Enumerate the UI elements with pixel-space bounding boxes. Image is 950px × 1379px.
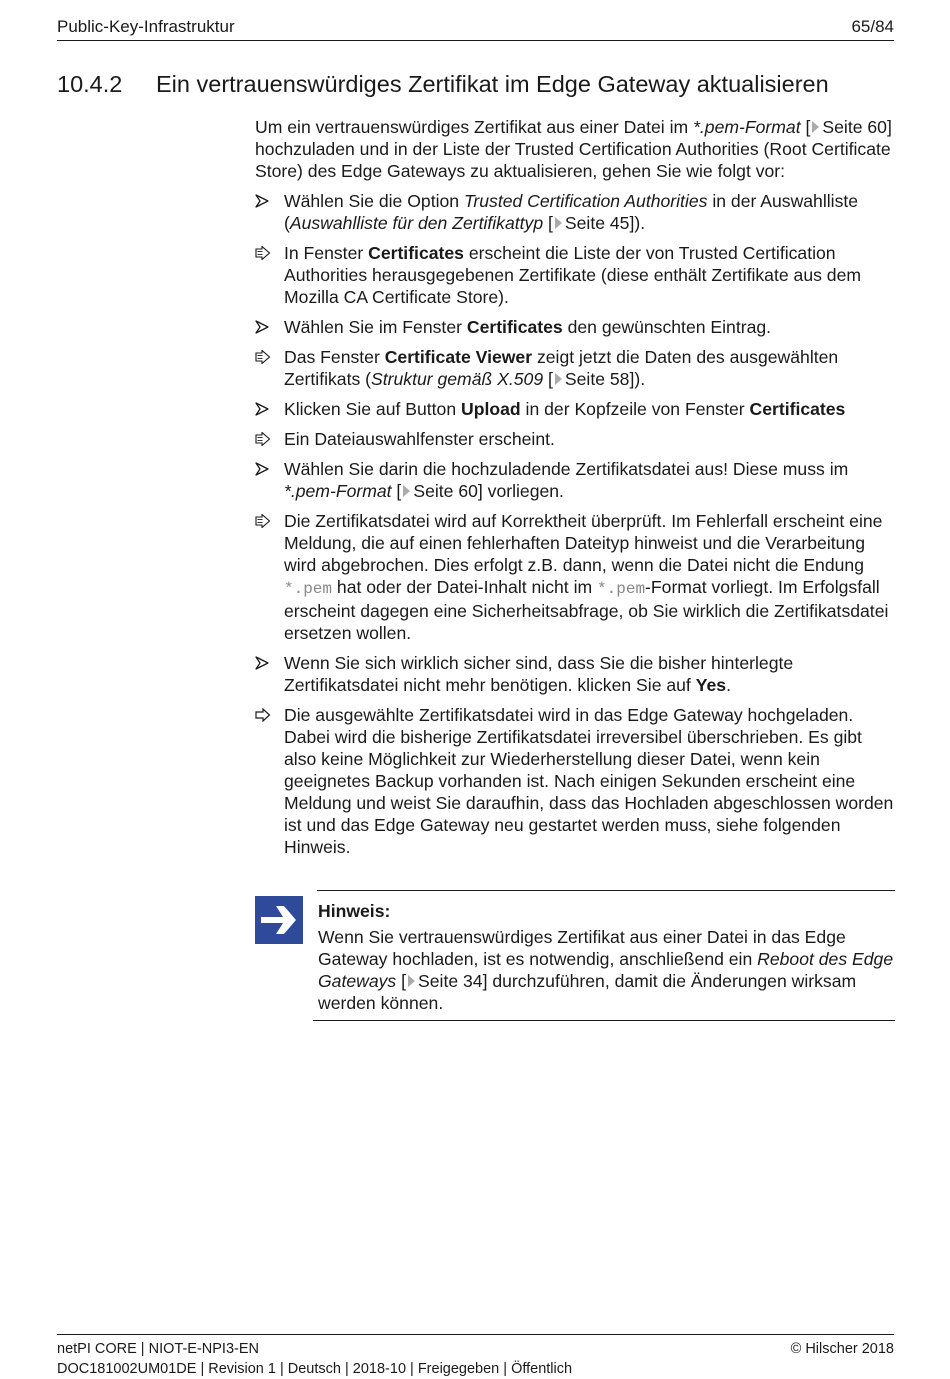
text: Ein Dateiauswahlfenster erscheint. — [284, 429, 555, 449]
list-item-result — [255, 242, 895, 308]
page-ref[interactable]: Seite 45]). — [564, 213, 646, 233]
note-bottom-rule — [313, 1020, 895, 1021]
footer-document-info: DOC181002UM01DE | Revision 1 | Deutsch | 2018-10 | Freigegeben | Öffentlich — [57, 1361, 573, 1377]
text: Wählen Sie die Option — [284, 191, 464, 211]
text: [ — [391, 481, 402, 501]
list-item-result — [255, 428, 895, 450]
text: zeigt jetzt die Daten des ausgewählten Zertifikats ( — [284, 347, 839, 389]
intro-paragraph — [255, 116, 895, 182]
note-title: Hinweis: — [318, 901, 391, 921]
text: Klicken Sie auf Button — [284, 399, 462, 419]
list-item-step — [255, 316, 895, 338]
result-arrow-icon — [255, 514, 271, 528]
page-number: 65/84 — [851, 17, 894, 36]
ui-term: Certificates — [749, 399, 846, 419]
result-arrow-icon — [255, 350, 271, 364]
text: in der Auswahlliste ( — [284, 191, 859, 233]
text: erscheint die Liste der von Trusted Certification Authorities herausgegebenen Zertifikate (diese enthält Zertifikate aus dem Mozilla CA Certificate Store). — [284, 243, 862, 307]
list-item-result — [255, 346, 895, 390]
note-box — [255, 890, 895, 1021]
link-struktur[interactable]: Struktur gemäß X.509 — [371, 369, 544, 389]
section-number: 10.4.2 — [57, 71, 123, 97]
page-ref[interactable]: Seite 58]). — [564, 369, 646, 389]
text: Die Zertifikatsdatei wird auf Korrektheit überprüft. Im Fehlerfall erscheint eine Meldung, die auf einen fehlerhaften Dateityp hinweist und die Verarbeitung wird abgebrochen. Dies erfolgt z.B. dann, wenn die Datei nicht die Endung — [284, 511, 883, 575]
page-ref[interactable]: Seite 34] durchzuführen, damit die Änderungen wirksam werden können. — [318, 971, 857, 1013]
result-arrow-icon — [255, 246, 271, 260]
text: [ — [800, 117, 811, 137]
page-ref-arrow-icon[interactable] — [555, 373, 562, 385]
text: [ — [543, 369, 553, 389]
ui-term: Certificate Viewer — [384, 347, 533, 367]
text: Wählen Sie im Fenster — [284, 317, 467, 337]
page-ref[interactable]: Seite 60] vorliegen. — [413, 481, 564, 501]
code-extension: *.pem — [597, 580, 646, 598]
list-item-step — [255, 398, 895, 420]
text: -Format vorliegt. Im Erfolgsfall erscheint dagegen eine Sicherheitsabfrage, ob Sie wirklich die Zertifikatsdatei ersetzen wollen. — [284, 577, 889, 643]
action-arrowhead-icon — [255, 402, 271, 416]
text: Die ausgewählte Zertifikatsdatei wird in das Edge Gateway hochgeladen. Dabei wird die bisherige Zertifikatsdatei irreversibel überschrieben. Es gibt also keine Möglichkeit zur Wiederherstellung dieser Datei, wenn kein geeignetes Backup vorhanden ist. Nach einigen Sekunden erscheint eine Meldung und weist Sie daraufhin, dass das Hochladen abgeschlossen worden ist und das Edge Gateway neu gestartet werden muss, siehe folgenden Hinweis. — [284, 705, 894, 857]
page-ref[interactable]: Seite 60] hochzuladen und in der Liste der Trusted Certification Authorities (Root Certificate Store) des Edge Gateways zu aktualisieren, gehen Sie wie folgt vor: — [255, 117, 892, 181]
list-item-final-result — [255, 704, 895, 858]
ui-term: Upload — [461, 399, 521, 419]
text: [ — [396, 971, 407, 991]
link-pem-format[interactable]: *.pem-Format — [693, 117, 801, 137]
page-ref-arrow-icon[interactable] — [408, 975, 415, 987]
section-body — [255, 116, 895, 866]
list-item-step — [255, 458, 895, 502]
header-title: Public-Key-Infrastruktur — [57, 17, 235, 36]
text: Um ein vertrauenswürdiges Zertifikat aus einer Datei im — [255, 117, 694, 137]
section-title: Ein vertrauenswürdiges Zertifikat im Edge Gateway aktualisieren — [156, 71, 829, 97]
note-arrow-icon — [255, 896, 303, 944]
note-top-rule — [317, 890, 895, 891]
final-result-arrow-icon — [255, 708, 271, 722]
action-arrowhead-icon — [255, 320, 271, 334]
list-item-step — [255, 190, 895, 234]
step-list — [255, 190, 895, 858]
action-arrowhead-icon — [255, 462, 271, 476]
link-reboot[interactable]: Reboot des Edge Gateways — [318, 949, 894, 991]
section-heading — [57, 71, 829, 98]
text: . — [726, 675, 731, 695]
page-header — [57, 16, 894, 41]
page-ref-arrow-icon[interactable] — [555, 217, 562, 229]
text: den gewünschten Eintrag. — [562, 317, 772, 337]
text: hat oder der Datei-Inhalt nicht im — [332, 577, 598, 597]
list-item-result — [255, 510, 895, 644]
ui-term: Certificates — [368, 243, 464, 263]
footer-product: netPI CORE | NIOT-E-NPI3-EN — [57, 1341, 259, 1357]
result-arrow-icon — [255, 432, 271, 446]
page-ref-arrow-icon[interactable] — [812, 121, 819, 133]
action-arrowhead-icon — [255, 194, 271, 208]
text: In Fenster — [284, 243, 369, 263]
note-content — [318, 900, 894, 1014]
list-item-step — [255, 652, 895, 696]
note-text — [318, 926, 894, 1014]
text: Wenn Sie sich wirklich sicher sind, dass Sie die bisher hinterlegte Zertifikatsdatei nicht mehr benötigen. klicken Sie auf — [284, 653, 794, 695]
text: Wählen Sie darin die hochzuladende Zertifikatsdatei aus! Diese muss im — [284, 459, 849, 479]
page-footer — [57, 1334, 894, 1379]
ui-term: Yes — [695, 675, 727, 695]
ui-term: Certificates — [466, 317, 563, 337]
page-ref-arrow-icon[interactable] — [403, 485, 410, 497]
text: in der Kopfzeile von Fenster — [520, 399, 750, 419]
action-arrowhead-icon — [255, 656, 271, 670]
text: Wenn Sie vertrauenswürdiges Zertifikat aus einer Datei in das Edge Gateway hochladen, ist es notwendig, anschließend ein — [318, 927, 846, 969]
code-extension: *.pem — [284, 580, 333, 598]
link-pem-format[interactable]: *.pem-Format — [284, 481, 392, 501]
link-auswahlliste[interactable]: Auswahlliste für den Zertifikattyp — [289, 213, 544, 233]
text: Das Fenster — [284, 347, 385, 367]
option-name: Trusted Certification Authorities — [463, 191, 708, 211]
footer-copyright: © Hilscher 2018 — [790, 1341, 894, 1357]
text: [ — [543, 213, 553, 233]
